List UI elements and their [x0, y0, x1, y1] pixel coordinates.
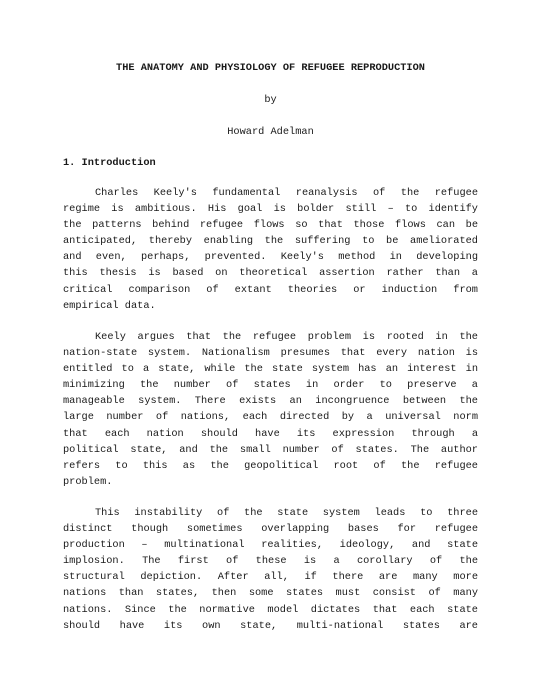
text-line: production – multinational realities, ideology, and state	[63, 539, 478, 552]
text-line: entitled to a state, while the state system has an interest in	[63, 363, 478, 376]
text-line: problem.	[63, 475, 113, 488]
text-line: critical comparison of extant theories or induction from	[63, 283, 478, 296]
text-line: implosion. The first of these is a corollary of the	[63, 555, 478, 568]
text-line: large number of nations, each directed by a universal norm	[63, 411, 478, 424]
text-line: manageable system. There exists an incongruence between the	[63, 395, 478, 408]
text-line: the patterns behind refugee flows so that those flows can be	[63, 219, 478, 232]
text-line: should have its own state, multi-national states are	[63, 619, 478, 632]
text-line: refers to this as the geopolitical root of the refugee	[63, 459, 478, 472]
section-heading-introduction: 1. Introduction	[63, 157, 156, 169]
text-line: political state, and the small number of states. The author	[63, 443, 478, 456]
author-name: Howard Adelman	[227, 126, 314, 138]
text-line: distinct though sometimes overlapping bases for refugee	[63, 523, 478, 536]
text-line: minimizing the number of states in order to preserve a	[63, 379, 478, 392]
text-line: this thesis is based on theoretical assertion rather than a	[63, 267, 478, 280]
text-line: empirical data.	[63, 299, 156, 312]
text-line: that each nation should have its expression through a	[63, 427, 478, 440]
text-line: nations than states, then some states must consist of many	[63, 587, 478, 600]
document-title: THE ANATOMY AND PHYSIOLOGY OF REFUGEE REPRODUCTION	[116, 62, 425, 74]
text-line: nation-state system. Nationalism presumes that every nation is	[63, 347, 478, 360]
text-line: and even, perhaps, prevented. Keely's method in developing	[63, 251, 478, 264]
text-line: nations. Since the normative model dictates that each state	[63, 603, 478, 616]
paragraph-1	[63, 185, 478, 314]
text-line: structural depiction. After all, if there are many more	[63, 571, 478, 584]
text-line: Keely argues that the refugee problem is rooted in the	[95, 331, 478, 343]
byline-by: by	[264, 94, 277, 106]
text-line: regime is ambitious. His goal is bolder still – to identify	[63, 203, 478, 216]
text-line: anticipated, thereby enabling the suffering to be ameliorated	[63, 235, 478, 248]
text-line: Charles Keely's fundamental reanalysis of the refugee	[95, 187, 478, 199]
paragraph-3	[63, 505, 478, 634]
text-line: This instability of the state system leads to three	[95, 507, 478, 519]
paragraph-2	[63, 329, 478, 490]
